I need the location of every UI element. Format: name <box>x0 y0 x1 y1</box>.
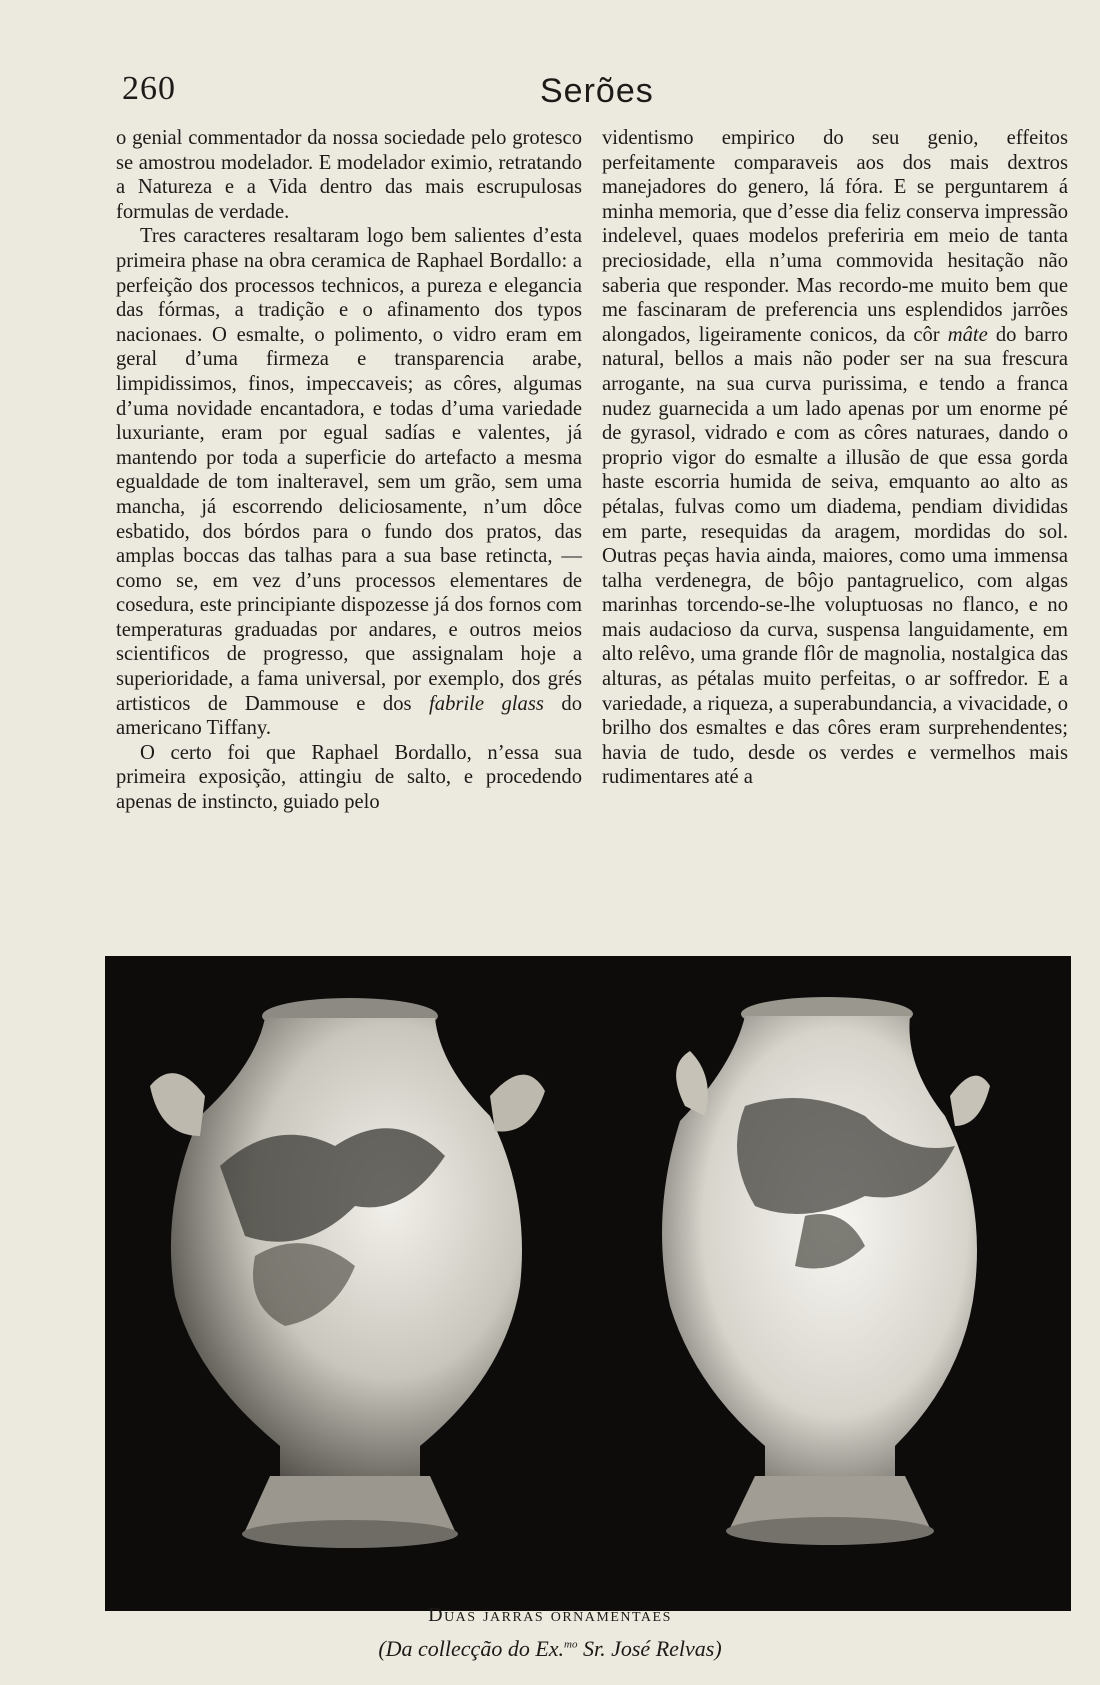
right-column <box>602 126 1068 790</box>
paragraph <box>602 126 1068 790</box>
running-title: Serões <box>540 72 654 110</box>
caption-subtitle <box>0 1636 1100 1662</box>
paragraph: O certo foi que Raphael Bordallo, n’essa sua primeira exposição, attingiu de salto, e procedendo apenas de instincto, guiado pelo <box>116 741 582 814</box>
vases-photograph <box>105 956 1071 1611</box>
caption-text: Sr. José Relvas) <box>577 1636 722 1661</box>
paragraph-text: videntismo empirico do seu genio, effeitos perfeitamente comparaveis aos dos mais dextros manejadores do genero, lá fóra. E se perguntarem á minha memoria, que d’esse dia feliz conserva impressão indelevel, quaes modelos preferiria em meio de tanta preciosidade, ella n’uma commovida hesitação não saberia que responder. Mas recordo-me muito bem que me fascinaram de preferencia uns esplendidos jarrões alongados, ligeiramente conicos, da côr <box>602 127 1068 346</box>
italic-term: fabrile glass <box>429 692 544 715</box>
caption-title: Duas jarras ornamentaes <box>428 1604 672 1626</box>
caption-text: (Da collecção do Ex. <box>378 1636 565 1661</box>
paragraph-text: do americano Tiffany. <box>116 692 582 740</box>
caption-superscript: mo <box>564 1638 578 1651</box>
paragraph: o genial commentador da nossa sociedade pelo grotesco se amostrou modelador. E modelador eximio, retratando a Natureza e a Vida dentro das mais escrupulosas formulas de verdade. <box>116 127 582 223</box>
italic-term: mâte <box>947 323 988 346</box>
page-number: 260 <box>122 70 176 107</box>
paragraph-text: do barro natural, bellos a mais não poder ser na sua frescura arrogante, na sua curva purissima, e tendo a franca nudez guarnecida a um lado apenas por um enorme pé de gyrasol, vidrado e com as côres naturaes, dando o proprio vigor do esmalte a illusão de que essa gorda haste escorria humida de seiva, emquanto ao alto as pétalas, fulvas como um diadema, pendiam divididas em parte, resequidas da aragem, mordidas do sol. Outras peças havia ainda, maiores, como uma immensa talha verdenegra, de bôjo pantagruelico, com algas marinhas torcendo-se-lhe voluptuosas no flanco, e no mais audacioso da curva, suspensa languidamente, em alto relêvo, uma grande flôr de magnolia, nostalgica das alturas, as pétalas muito perfeitas, o ar soffredor. E a variedade, a riqueza, a superabundancia, a vivacidade, o brilho dos esmaltes e das côres eram surprehendentes; havia de tudo, desde os verdes e vermelhos mais rudimentares até a <box>602 323 1068 789</box>
paragraph-text: Tres caracteres resaltaram logo bem salientes d’esta primeira phase na obra ceramica de Raphael Bordallo: a perfeição dos processos technicos, a pureza e elegancia das fórmas, a tradição e o afinamento dos typos nacionaes. O esmalte, o polimento, o vidro eram em geral d’uma firmeza e transparencia arabe, limpidissimos, finos, impeccaveis; as côres, algumas d’uma novidade encantadora, e todas d’uma variedade luxuriante, eram por egual sadías e valentes, já mantendo por toda a superficie do artefacto a mesma egualdade de tom inalteravel, sem um grão, sem uma mancha, já escorrendo deliciosamente, n’um dôce esbatido, dos bórdos para o fundo dos pratos, das amplas boccas das talhas para a sua base retincta, — como se, em vez d’uns processos elementares de cosedura, este principiante dispozesse já dos fornos com temperaturas graduadas por andares, e outros meios scientificos de progresso, que assignalam hoje a superioridade, a fama universal, por exemplo, dos grés artisticos de Dammouse e dos <box>116 225 582 715</box>
paragraph <box>116 224 582 740</box>
left-column <box>116 126 582 815</box>
